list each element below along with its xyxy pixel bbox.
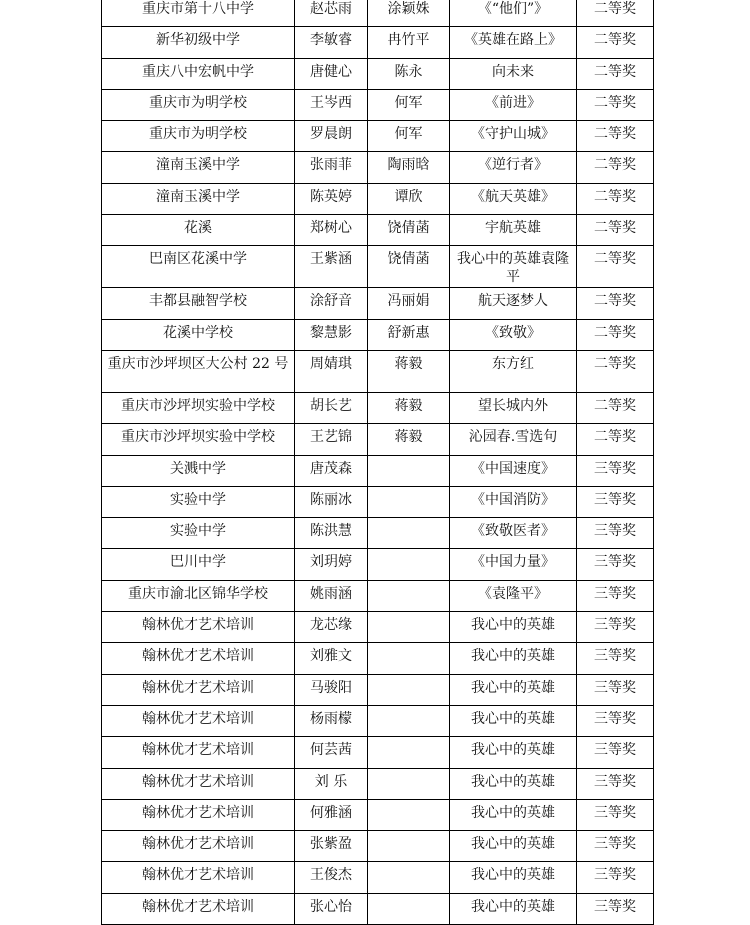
table-row <box>102 121 654 152</box>
table-row <box>102 27 654 58</box>
student-name-cell: 陈丽冰 <box>295 486 368 517</box>
work-title-cell: 我心中的英雄 <box>450 643 577 674</box>
student-name-cell: 唐茂森 <box>295 455 368 486</box>
table-row <box>102 799 654 830</box>
school-cell: 实验中学 <box>102 486 295 517</box>
table-row <box>102 549 654 580</box>
work-title-cell: 我心中的英雄 <box>450 799 577 830</box>
school-cell: 重庆市沙坪坝实验中学校 <box>102 392 295 423</box>
work-title-cell: 我心中的英雄 <box>450 674 577 705</box>
award-level-cell: 二等奖 <box>577 0 654 27</box>
work-title-cell: 《守护山城》 <box>450 121 577 152</box>
table-row <box>102 246 654 288</box>
award-level-cell: 三等奖 <box>577 518 654 549</box>
award-level-cell: 三等奖 <box>577 737 654 768</box>
school-cell: 翰林优才艺术培训 <box>102 612 295 643</box>
student-name-cell: 刘雅文 <box>295 643 368 674</box>
table-row <box>102 152 654 183</box>
work-title-cell: 我心中的英雄 <box>450 705 577 736</box>
award-level-cell: 二等奖 <box>577 27 654 58</box>
award-level-cell: 三等奖 <box>577 549 654 580</box>
school-cell: 潼南玉溪中学 <box>102 183 295 214</box>
student-name-cell: 龙芯缘 <box>295 612 368 643</box>
award-level-cell: 二等奖 <box>577 288 654 319</box>
table-row <box>102 705 654 736</box>
teacher-name-cell: 何军 <box>368 121 450 152</box>
school-cell: 重庆市第十八中学 <box>102 0 295 27</box>
student-name-cell: 涂舒音 <box>295 288 368 319</box>
work-title-cell: 我心中的英雄 <box>450 862 577 893</box>
school-cell: 花溪中学校 <box>102 319 295 350</box>
school-cell: 翰林优才艺术培训 <box>102 893 295 924</box>
teacher-name-cell: 陶雨晗 <box>368 152 450 183</box>
work-title-cell: 我心中的英雄 <box>450 612 577 643</box>
award-level-cell: 二等奖 <box>577 152 654 183</box>
teacher-name-cell <box>368 486 450 517</box>
work-title-cell: 《航天英雄》 <box>450 183 577 214</box>
student-name-cell: 何雅涵 <box>295 799 368 830</box>
table-row <box>102 89 654 120</box>
work-title-cell: 东方红 <box>450 350 577 392</box>
table-row <box>102 319 654 350</box>
school-cell: 新华初级中学 <box>102 27 295 58</box>
school-cell: 翰林优才艺术培训 <box>102 674 295 705</box>
award-level-cell: 三等奖 <box>577 486 654 517</box>
teacher-name-cell <box>368 768 450 799</box>
work-title-cell: 我心中的英雄 <box>450 893 577 924</box>
student-name-cell: 刘玥婷 <box>295 549 368 580</box>
work-title-cell: 我心中的英雄袁隆平 <box>450 246 577 288</box>
work-title-cell: 《袁隆平》 <box>450 580 577 611</box>
work-title-cell: 《致敬医者》 <box>450 518 577 549</box>
award-level-cell: 三等奖 <box>577 768 654 799</box>
work-title-cell: 我心中的英雄 <box>450 737 577 768</box>
table-row <box>102 768 654 799</box>
award-level-cell: 三等奖 <box>577 580 654 611</box>
student-name-cell: 陈英婷 <box>295 183 368 214</box>
table-row <box>102 288 654 319</box>
student-name-cell: 王俊杰 <box>295 862 368 893</box>
table-row <box>102 486 654 517</box>
award-level-cell: 三等奖 <box>577 612 654 643</box>
award-level-cell: 二等奖 <box>577 89 654 120</box>
school-cell: 巴南区花溪中学 <box>102 246 295 288</box>
work-title-cell: 望长城内外 <box>450 392 577 423</box>
student-name-cell: 陈洪慧 <box>295 518 368 549</box>
student-name-cell: 张心怡 <box>295 893 368 924</box>
table-row <box>102 580 654 611</box>
school-cell: 重庆市渝北区锦华学校 <box>102 580 295 611</box>
work-title-cell: 航天逐梦人 <box>450 288 577 319</box>
award-table-body <box>102 0 654 925</box>
work-title-cell: 《中国消防》 <box>450 486 577 517</box>
award-level-cell: 二等奖 <box>577 215 654 246</box>
school-cell: 翰林优才艺术培训 <box>102 737 295 768</box>
table-row <box>102 518 654 549</box>
teacher-name-cell <box>368 518 450 549</box>
work-title-cell: 《英雄在路上》 <box>450 27 577 58</box>
table-row <box>102 893 654 924</box>
school-cell: 实验中学 <box>102 518 295 549</box>
work-title-cell: 《逆行者》 <box>450 152 577 183</box>
award-level-cell: 三等奖 <box>577 831 654 862</box>
award-level-cell: 三等奖 <box>577 455 654 486</box>
award-level-cell: 三等奖 <box>577 862 654 893</box>
award-level-cell: 二等奖 <box>577 183 654 214</box>
student-name-cell: 张紫盈 <box>295 831 368 862</box>
school-cell: 翰林优才艺术培训 <box>102 799 295 830</box>
student-name-cell: 李敏睿 <box>295 27 368 58</box>
work-title-cell: 宇航英雄 <box>450 215 577 246</box>
school-cell: 重庆市为明学校 <box>102 121 295 152</box>
work-title-cell: 向未来 <box>450 58 577 89</box>
teacher-name-cell <box>368 580 450 611</box>
award-level-cell: 三等奖 <box>577 893 654 924</box>
student-name-cell: 马骏阳 <box>295 674 368 705</box>
teacher-name-cell: 何军 <box>368 89 450 120</box>
teacher-name-cell: 冯丽娟 <box>368 288 450 319</box>
table-row <box>102 737 654 768</box>
work-title-cell: 《致敬》 <box>450 319 577 350</box>
award-level-cell: 三等奖 <box>577 643 654 674</box>
school-cell: 潼南玉溪中学 <box>102 152 295 183</box>
student-name-cell: 罗晨朗 <box>295 121 368 152</box>
teacher-name-cell: 饶倩菡 <box>368 215 450 246</box>
table-row <box>102 612 654 643</box>
teacher-name-cell: 蒋毅 <box>368 392 450 423</box>
table-row <box>102 58 654 89</box>
student-name-cell: 张雨菲 <box>295 152 368 183</box>
student-name-cell: 王艺锦 <box>295 424 368 455</box>
student-name-cell: 胡长艺 <box>295 392 368 423</box>
table-row <box>102 455 654 486</box>
teacher-name-cell: 舒新惠 <box>368 319 450 350</box>
teacher-name-cell <box>368 862 450 893</box>
work-title-cell: 我心中的英雄 <box>450 768 577 799</box>
table-row <box>102 392 654 423</box>
teacher-name-cell <box>368 455 450 486</box>
student-name-cell: 杨雨檬 <box>295 705 368 736</box>
work-title-cell: 《“他们”》 <box>450 0 577 27</box>
work-title-cell: 沁园春.雪选句 <box>450 424 577 455</box>
student-name-cell: 唐健心 <box>295 58 368 89</box>
award-level-cell: 二等奖 <box>577 319 654 350</box>
award-level-cell: 二等奖 <box>577 392 654 423</box>
student-name-cell: 赵芯雨 <box>295 0 368 27</box>
teacher-name-cell: 饶倩菡 <box>368 246 450 288</box>
teacher-name-cell: 蒋毅 <box>368 350 450 392</box>
school-cell: 翰林优才艺术培训 <box>102 705 295 736</box>
teacher-name-cell: 谭欣 <box>368 183 450 214</box>
school-cell: 翰林优才艺术培训 <box>102 862 295 893</box>
student-name-cell: 何芸茜 <box>295 737 368 768</box>
student-name-cell: 王紫涵 <box>295 246 368 288</box>
award-level-cell: 二等奖 <box>577 246 654 288</box>
student-name-cell: 黎慧影 <box>295 319 368 350</box>
student-name-cell: 郑树心 <box>295 215 368 246</box>
table-row <box>102 424 654 455</box>
school-cell: 重庆市为明学校 <box>102 89 295 120</box>
school-cell: 关溅中学 <box>102 455 295 486</box>
school-cell: 翰林优才艺术培训 <box>102 831 295 862</box>
award-level-cell: 二等奖 <box>577 121 654 152</box>
teacher-name-cell <box>368 893 450 924</box>
student-name-cell: 王岑西 <box>295 89 368 120</box>
work-title-cell: 《前进》 <box>450 89 577 120</box>
table-row <box>102 183 654 214</box>
table-row <box>102 215 654 246</box>
award-table <box>101 0 654 925</box>
award-level-cell: 二等奖 <box>577 58 654 89</box>
award-level-cell: 二等奖 <box>577 350 654 392</box>
teacher-name-cell: 陈永 <box>368 58 450 89</box>
school-cell: 丰都县融智学校 <box>102 288 295 319</box>
teacher-name-cell <box>368 737 450 768</box>
teacher-name-cell <box>368 831 450 862</box>
teacher-name-cell: 蒋毅 <box>368 424 450 455</box>
school-cell: 重庆市沙坪坝实验中学校 <box>102 424 295 455</box>
table-row <box>102 674 654 705</box>
award-level-cell: 三等奖 <box>577 799 654 830</box>
table-row <box>102 862 654 893</box>
school-cell: 翰林优才艺术培训 <box>102 768 295 799</box>
school-cell: 重庆八中宏帆中学 <box>102 58 295 89</box>
teacher-name-cell <box>368 674 450 705</box>
student-name-cell: 周婧琪 <box>295 350 368 392</box>
teacher-name-cell <box>368 612 450 643</box>
student-name-cell: 刘 乐 <box>295 768 368 799</box>
school-cell: 巴川中学 <box>102 549 295 580</box>
teacher-name-cell <box>368 799 450 830</box>
work-title-cell: 我心中的英雄 <box>450 831 577 862</box>
school-cell: 花溪 <box>102 215 295 246</box>
work-title-cell: 《中国速度》 <box>450 455 577 486</box>
school-cell: 翰林优才艺术培训 <box>102 643 295 674</box>
table-row <box>102 350 654 392</box>
award-level-cell: 二等奖 <box>577 424 654 455</box>
award-level-cell: 三等奖 <box>577 705 654 736</box>
student-name-cell: 姚雨涵 <box>295 580 368 611</box>
table-row <box>102 831 654 862</box>
table-row <box>102 643 654 674</box>
school-cell: 重庆市沙坪坝区大公村 22 号 <box>102 350 295 392</box>
teacher-name-cell <box>368 705 450 736</box>
work-title-cell: 《中国力量》 <box>450 549 577 580</box>
teacher-name-cell: 涂颖姝 <box>368 0 450 27</box>
teacher-name-cell <box>368 549 450 580</box>
table-row <box>102 0 654 27</box>
teacher-name-cell: 冉竹平 <box>368 27 450 58</box>
award-level-cell: 三等奖 <box>577 674 654 705</box>
teacher-name-cell <box>368 643 450 674</box>
